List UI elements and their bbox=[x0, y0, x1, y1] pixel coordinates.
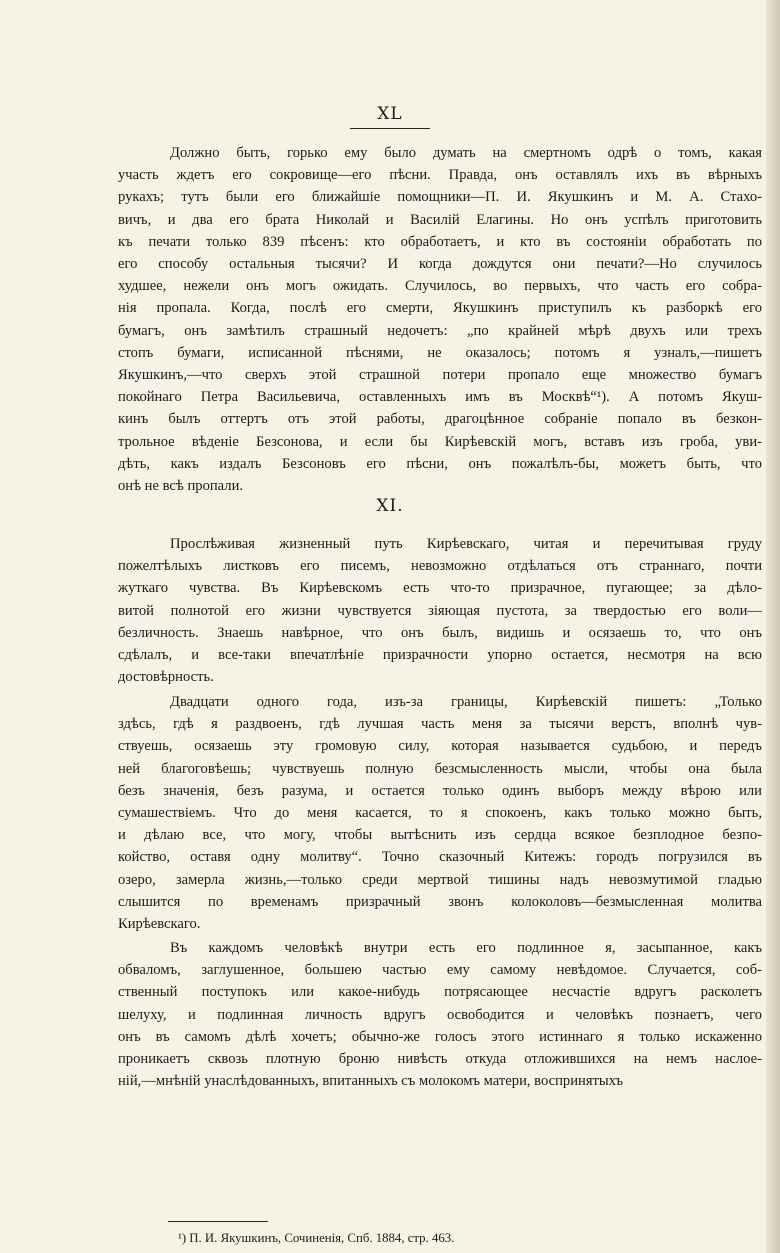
page-gutter bbox=[766, 0, 780, 1253]
paragraph-2 bbox=[118, 691, 762, 935]
text-line: и дѣлаю все, что могу, чтобы вытѣснить изъ сердца всякое безплодное безпо- bbox=[118, 827, 762, 844]
text-line: участь ждетъ его сокровище—его пѣсни. Правда, онъ оставлялъ ихъ въ вѣрныхъ bbox=[118, 167, 762, 184]
footnote: ¹) П. И. Якушкинъ, Сочиненія, Спб. 1884, стр. 463. bbox=[178, 1231, 455, 1245]
page-number: XL bbox=[377, 104, 403, 124]
text-line: Прослѣживая жизненный путь Кирѣевскаго, читая и перечитывая груду bbox=[170, 536, 762, 552]
section-heading: XI. bbox=[376, 496, 404, 516]
text-line: здѣсь, гдѣ я раздвоенъ, гдѣ лучшая часть меня за тысячи верстъ, вполнѣ чув- bbox=[118, 716, 762, 733]
text-line: витой полнотой его жизни чувствуется зіяющая пустота, за твердостью его воли— bbox=[118, 602, 762, 619]
text-line: Въ каждомъ человѣкѣ внутри есть его подлинное я, засыпанное, какъ bbox=[170, 940, 762, 956]
text-line: нія пропала. Когда, послѣ его смерти, Якушкинъ приступилъ къ разборкѣ его bbox=[118, 300, 762, 317]
text-line: сумашествіемъ. Что до меня касается, то я спокоенъ, какъ только можно быть, bbox=[118, 805, 762, 822]
text-line: дѣть, какъ издалъ Безсоновъ его пѣсни, онъ пожалѣлъ-бы, можетъ быть, что bbox=[118, 455, 762, 472]
text-line: кинъ былъ оттертъ отъ этой работы, драгоцѣнное собраніе попало въ безкон- bbox=[118, 411, 762, 428]
text-line: худшее, нежели онъ могъ ожидать. Случилось, во первыхъ, что часть его собра- bbox=[118, 278, 762, 295]
text-line: покойнаго Петра Васильевича, оставленныхъ имъ въ Москвѣ“¹). А потомъ Якуш- bbox=[118, 389, 762, 406]
text-line: стопъ бумаги, исписанной пѣснями, не оказалось; потомъ я узналъ,—пишетъ bbox=[118, 344, 762, 361]
footnote-rule bbox=[168, 1221, 268, 1222]
text-line: достовѣрность. bbox=[118, 669, 214, 686]
text-line: вичъ, и два его брата Николай и Василій Елагины. Но онъ успѣлъ приготовить bbox=[118, 211, 762, 228]
text-line: пожелтѣлыхъ листковъ его писемъ, невозможно отдѣлаться отъ страннаго, почти bbox=[118, 558, 762, 575]
text-line: къ печати только 839 пѣсенъ: кто обработаетъ, и кто въ состояніи обработать по bbox=[118, 233, 762, 250]
text-line: онѣ не всѣ пропали. bbox=[118, 478, 244, 495]
text-line: ственный поступокъ или какое-нибудь потрясающее несчастіе вдругъ расколетъ bbox=[118, 984, 762, 1001]
text-line: ній,—мнѣній унаслѣдованныхъ, впитанныхъ съ молокомъ матери, воспринятыхъ bbox=[118, 1073, 624, 1090]
text-line: Должно быть, горько ему было думать на смертномъ одрѣ о томъ, какая bbox=[170, 145, 762, 161]
text-line: жуткаго чувства. Въ Кирѣевскомъ есть что-то призрачное, пугающее; за дѣло- bbox=[118, 580, 762, 597]
text-line: Двадцати одного года, изъ-за границы, Кирѣевскій пишетъ: „Только bbox=[170, 694, 762, 710]
text-line: рукахъ; тутъ были его ближайшіе помощники—П. И. Якушкинъ и М. А. Стахо- bbox=[118, 189, 762, 206]
text-line: Кирѣевскаго. bbox=[118, 916, 201, 933]
text-line: трольное вѣденіе Безсонова, и если бы Кирѣевскій могъ, вставъ изъ гроба, уви- bbox=[118, 433, 762, 450]
text-line: койство, оставя одну молитву“. Точно сказочный Китежъ: городъ погрузился въ bbox=[118, 849, 762, 866]
text-line: безличность. Знаешь навѣрное, что онъ былъ, видишь и осязаешь то, что онъ bbox=[118, 624, 762, 641]
text-line: ствуешь, осязаешь эту громовую силу, которая называется судьбою, и передъ bbox=[118, 738, 762, 755]
text-line: озеро, замерла жизнь,—только среди мертвой тишины надъ невозмутимой гладью bbox=[118, 871, 762, 888]
paragraph-1 bbox=[118, 533, 762, 688]
paragraph-3 bbox=[118, 937, 762, 1092]
text-line: его способу остальныя тысячи? И когда дождутся они печати?—Но случилось bbox=[118, 256, 762, 273]
text-line: ней благоговѣешь; чувствуешь полную безсмысленность мысли, чтобы она была bbox=[118, 760, 762, 777]
text-line: шелуху, и подлинная личность вдругъ освободится и человѣкъ познаетъ, чего bbox=[118, 1006, 762, 1023]
page-number-rule bbox=[350, 128, 430, 129]
text-line: слышится по временамъ призрачный звонъ колоколовъ—безмысленная молитва bbox=[118, 893, 762, 910]
text-line: онъ въ самомъ дѣлѣ хочетъ; обычно-же голосъ этого истиннаго я только искаженно bbox=[118, 1028, 762, 1045]
paragraph-section-x-end bbox=[118, 142, 762, 497]
text-line: сдѣлалъ, и все-таки впечатлѣніе призрачности упорно остается, несмотря на всю bbox=[118, 647, 762, 664]
text-line: проникаетъ сквозь плотную броню нивѣсть откуда отложившихся на немъ наслое- bbox=[118, 1051, 762, 1068]
text-line: обваломъ, заглушенное, большею частью ему самому невѣдомое. Случается, соб- bbox=[118, 962, 762, 979]
text-line: бумагъ, онъ замѣтилъ страшный недочетъ: „по крайней мѣрѣ двухъ или трехъ bbox=[118, 322, 762, 339]
text-line: Якушкинъ,—что сверхъ этой страшной потери пропало еще множество бумагъ bbox=[118, 367, 762, 384]
text-line: безъ значенія, безъ разума, и остается только одинъ выборъ между вѣрою или bbox=[118, 782, 762, 799]
